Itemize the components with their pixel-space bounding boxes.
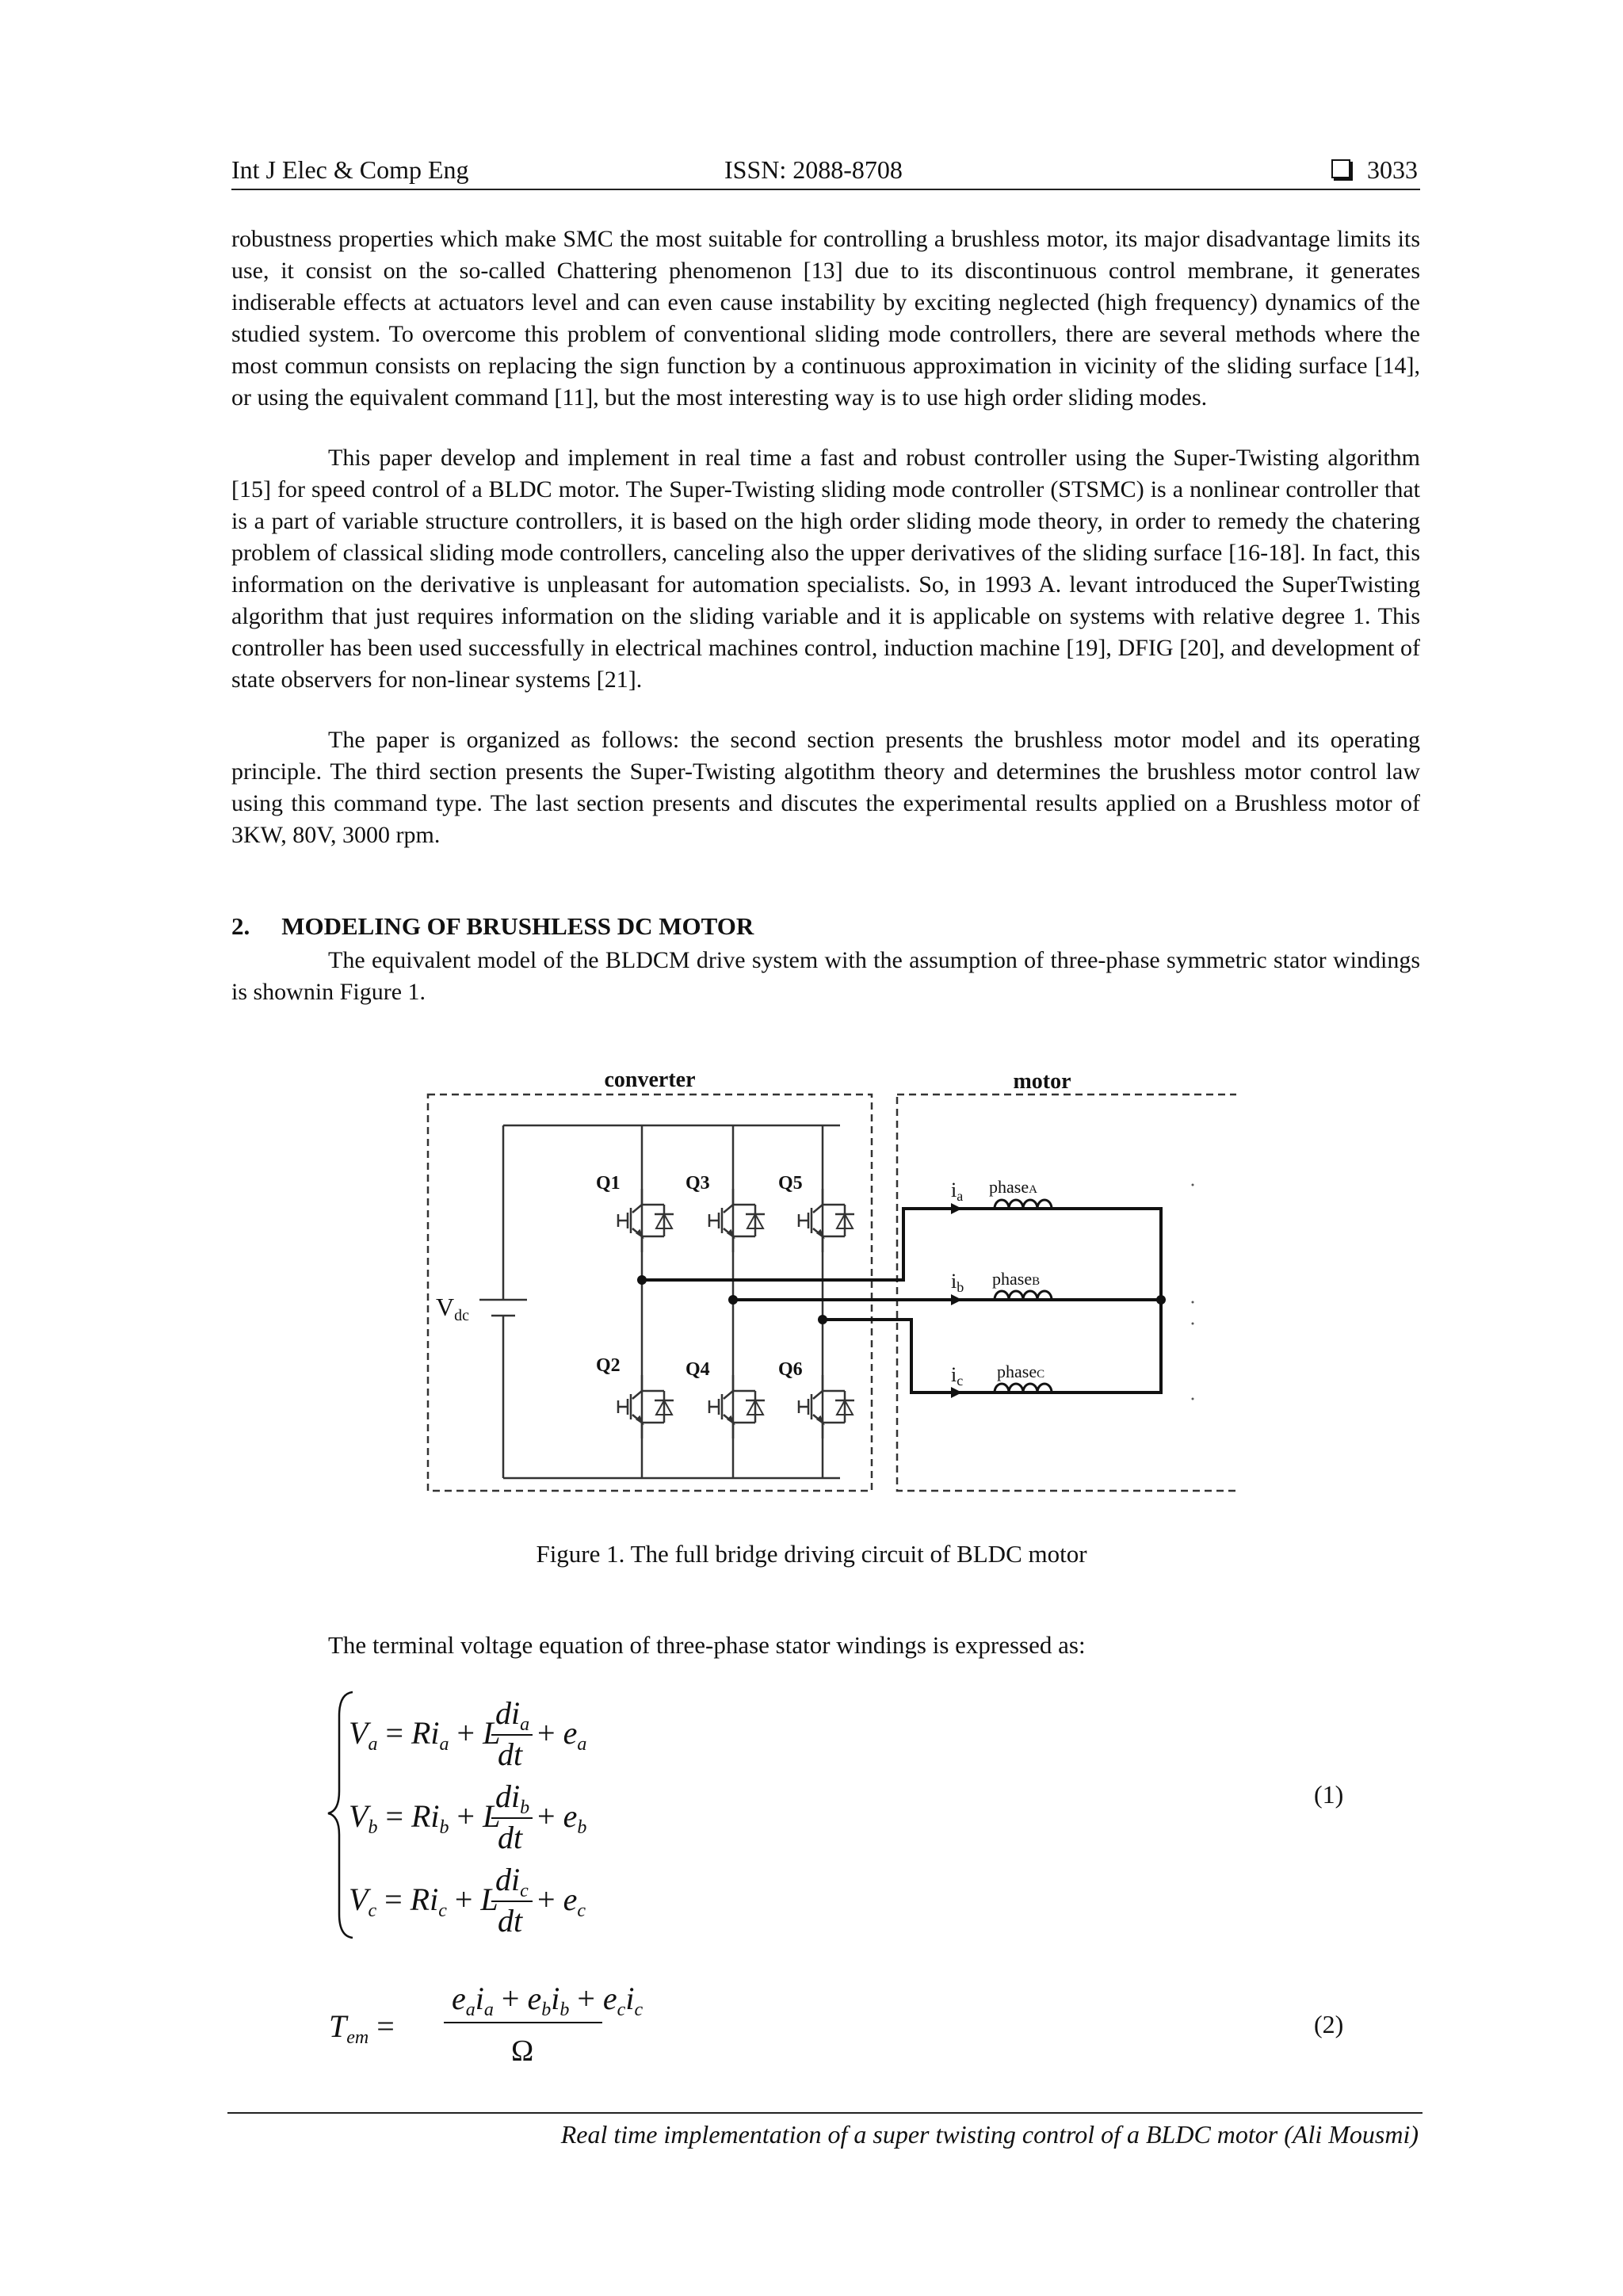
current-ic: ic (951, 1363, 964, 1389)
current-ib: ib (951, 1270, 964, 1295)
equation-1 (325, 1684, 1371, 1969)
equation-1-number: (1) (1314, 1780, 1344, 1809)
svg-text:eaia + ebib + ecic: $e_ai_a + e_bi_b + e_ci_c$ (452, 1981, 643, 2020)
svg-text:dt: dt (498, 1820, 523, 1855)
svg-text:Vc = Ric + L: $V_c = Ri_c + L$ (349, 1881, 498, 1921)
paragraph-2: This paper develop and implement in real time a fast and robust controller using the Super-Twisting algorithm [15] for speed control of a BLDC motor. The Super-Twisting sliding mode controller (STSMC) is a nonlinear controller that is a part of variable structure controllers, it is based on the high order sliding mode theory, in order to remedy the chatering problem of classical sliding mode controllers, canceling also the upper derivatives of the sliding surface [16-18]. In fact, this information on the derivative is unpleasant for automation specialists. So, in 1993 A. levant introduced the SuperTwisting algorithm that just requires information on the sliding variable and it is applicable on systems with relative degree 1. This controller has been used successfully in electrical machines control, induction machine [19], DFIG [20], and development of state observers for non-linear systems [21]. (231, 445, 1420, 693)
switch-q2: Q2 (596, 1355, 621, 1376)
issn: ISSN: 2088-8708 (724, 155, 903, 184)
phase-c-label: phaseC (997, 1362, 1045, 1381)
svg-text:Va = Ria + L: $V_a = Ri_a + L$ (349, 1715, 501, 1755)
section-title: MODELING OF BRUSHLESS DC MOTOR (281, 912, 754, 940)
switch-q1: Q1 (596, 1173, 621, 1194)
equation-intro: The terminal voltage equation of three-phase stator windings is expressed as: (328, 1631, 1086, 1659)
svg-text:dia: $di_a$ (495, 1695, 530, 1735)
svg-text:dt: dt (498, 1736, 523, 1772)
svg-text:+ ec: + $e_c$ (537, 1881, 586, 1921)
svg-text:+ ea: + $e_a$ (537, 1715, 587, 1755)
switch-q5: Q5 (778, 1173, 803, 1194)
phase-a-label: phaseA (989, 1177, 1037, 1197)
page-footer: Real time implementation of a super twisting control of a BLDC motor (Ali Mousmi) (560, 2120, 1419, 2149)
section-number: 2. (231, 912, 250, 940)
figure-caption: Figure 1. The full bridge driving circuit of BLDC motor (536, 1540, 1087, 1568)
phase-b-label: phaseB (992, 1269, 1041, 1289)
vdc-label: Vdc (436, 1293, 469, 1324)
journal-name: Int J Elec & Comp Eng (231, 155, 469, 184)
page-number: 3033 (1367, 155, 1418, 184)
svg-text:dic: $di_c$ (495, 1862, 529, 1901)
svg-text:dt: dt (498, 1903, 523, 1939)
section-intro: The equivalent model of the BLDCM drive system with the assumption of three-phase symmetric stator windings is shownin Figure 1. (231, 947, 1420, 1005)
motor-label: motor (1013, 1069, 1071, 1094)
page-header (231, 152, 1420, 190)
converter-label: converter (604, 1068, 696, 1092)
current-ia: ia (951, 1179, 964, 1204)
svg-text:Tem =: $T_{em}$ = (329, 2008, 395, 2048)
switch-q4: Q4 (685, 1359, 710, 1380)
equation-2-denominator: Ω (511, 2034, 534, 2068)
switch-q3: Q3 (685, 1173, 710, 1194)
section-heading (231, 912, 754, 941)
svg-text:+ eb: + $e_b$ (537, 1798, 587, 1838)
bldc-circuit-diagram (412, 1050, 1236, 1510)
equation-2-number: (2) (1314, 2010, 1344, 2038)
svg-text:Vb = Rib + L: $V_b = Ri_b + L$ (349, 1798, 501, 1838)
paragraph-3: The paper is organized as follows: the second section presents the brushless motor model and its operating principle. The third section presents the Super-Twisting algotithm theory and determines the brushless motor control law using this command type. The last section presents and discutes the experimental results applied on a Brushless motor of 3KW, 80V, 3000 rpm. (231, 727, 1420, 848)
paragraph-1: robustness properties which make SMC the most suitable for controlling a brushless motor, its major disadvantage limits its use, it consist on the so-called Chattering phenomenon [13] due to its discontinuous control membrane, it generates indiserable effects at actuators level and can even cause instability by exciting neglected (high frequency) dynamics of the studied system. To overcome this problem of conventional sliding mode controllers, there are several methods where the most commun consists on replacing the sign function by a continuous approximation in vicinity of the sliding surface [14], or using the equivalent command [11], but the most interesting way is to use high order sliding modes. (231, 226, 1420, 411)
footer-rule (227, 2112, 1423, 2114)
switch-q6: Q6 (778, 1359, 803, 1380)
equation-2 (325, 1973, 1371, 2076)
square-bullet-icon (1331, 159, 1350, 178)
svg-text:dib: $di_b$ (495, 1778, 530, 1818)
